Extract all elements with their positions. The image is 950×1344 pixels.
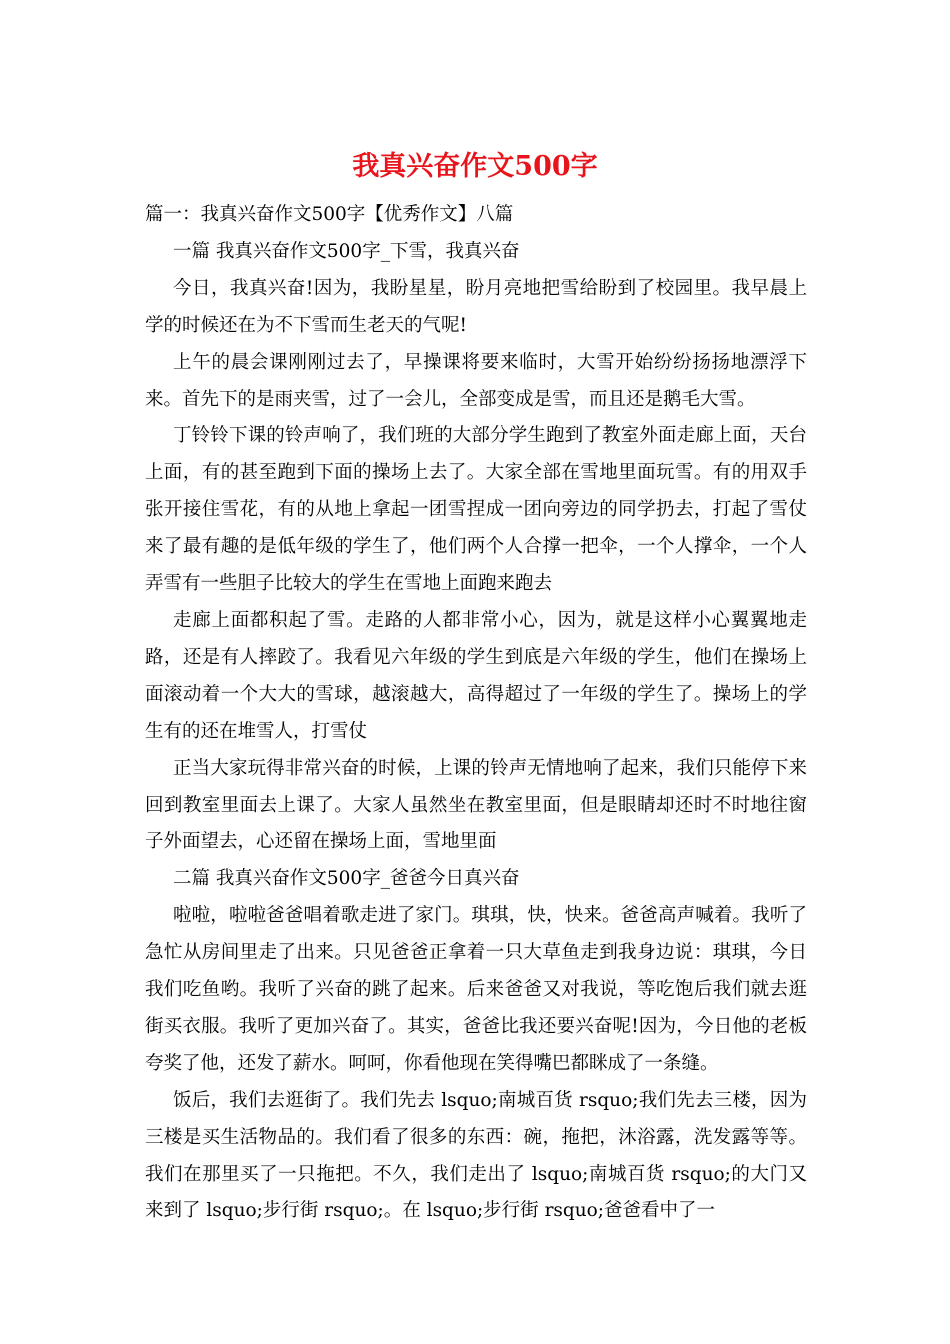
paragraph: 走廊上面都积起了雪。走路的人都非常小心，因为，就是这样小心翼翼地走路，还是有人摔跤了。我看见六年级的学生到底是六年级的学生，他们在操场上面滚动着一个大大的雪球，越滚越大，高得超过了一年级的学生了。操场上的学生有的还在堆雪人，打雪仗 <box>145 609 807 742</box>
paragraph: 丁铃铃下课的铃声响了，我们班的大部分学生跑到了教室外面走廊上面，天台上面，有的甚至跑到下面的操场上去了。大家全部在雪地里面玩雪。有的用双手张开接住雪花，有的从地上拿起一团雪捏成一团向旁边的同学扔去，打起了雪仗来了最有趣的是低年级的学生了，他们两个人合撑一把伞，一个人撑伞，一个人弄雪有一些胆子比较大的学生在雪地上面跑来跑去 <box>145 425 807 595</box>
document-body <box>145 197 807 1230</box>
subheading-1: 一篇 我真兴奋作文500字_下雪，我真兴奋 <box>173 240 520 262</box>
paragraph: 正当大家玩得非常兴奋的时候，上课的铃声无情地响了起来，我们只能停下来回到教室里面去上课了。大家人虽然坐在教室里面，但是眼睛却还时不时地往窗子外面望去，心还留在操场上面，雪地里面 <box>145 757 807 853</box>
paragraph: 今日，我真兴奋!因为，我盼星星，盼月亮地把雪给盼到了校园里。我早晨上学的时候还在为不下雪而生老天的气呢! <box>145 277 807 336</box>
paragraph: 饭后，我们去逛街了。我们先去 lsquo;南城百货 rsquo;我们先去三楼，因为三楼是买生活物品的。我们看了很多的东西：碗，拖把，沐浴露，洗发露等等。我们在那里买了一只拖把。不久，我们走出了 lsquo;南城百货 rsquo;的大门又来到了 lsquo;步行街 rsquo;。在 lsquo;步行街 rsquo;爸爸看中了一 <box>145 1089 807 1222</box>
paragraph: 啦啦，啦啦爸爸唱着歌走进了家门。琪琪，快，快来。爸爸高声喊着。我听了急忙从房间里走了出来。只见爸爸正拿着一只大草鱼走到我身边说：琪琪，今日我们吃鱼哟。我听了兴奋的跳了起来。后来爸爸又对我说，等吃饱后我们就去逛街买衣服。我听了更加兴奋了。其实，爸爸比我还要兴奋呢!因为，今日他的老板夸奖了他，还发了薪水。呵呵，你看他现在笑得嘴巴都眯成了一条缝。 <box>145 905 807 1074</box>
document-title: 我真兴奋作文500字 <box>352 151 598 182</box>
paragraph: 上午的晨会课刚刚过去了，早操课将要来临时，大雪开始纷纷扬扬地漂浮下来。首先下的是雨夹雪，过了一会儿，全部变成是雪，而且还是鹅毛大雪。 <box>145 351 807 410</box>
section-heading: 篇一：我真兴奋作文500字【优秀作文】八篇 <box>145 204 514 225</box>
subheading-2: 二篇 我真兴奋作文500字_爸爸今日真兴奋 <box>173 868 520 890</box>
